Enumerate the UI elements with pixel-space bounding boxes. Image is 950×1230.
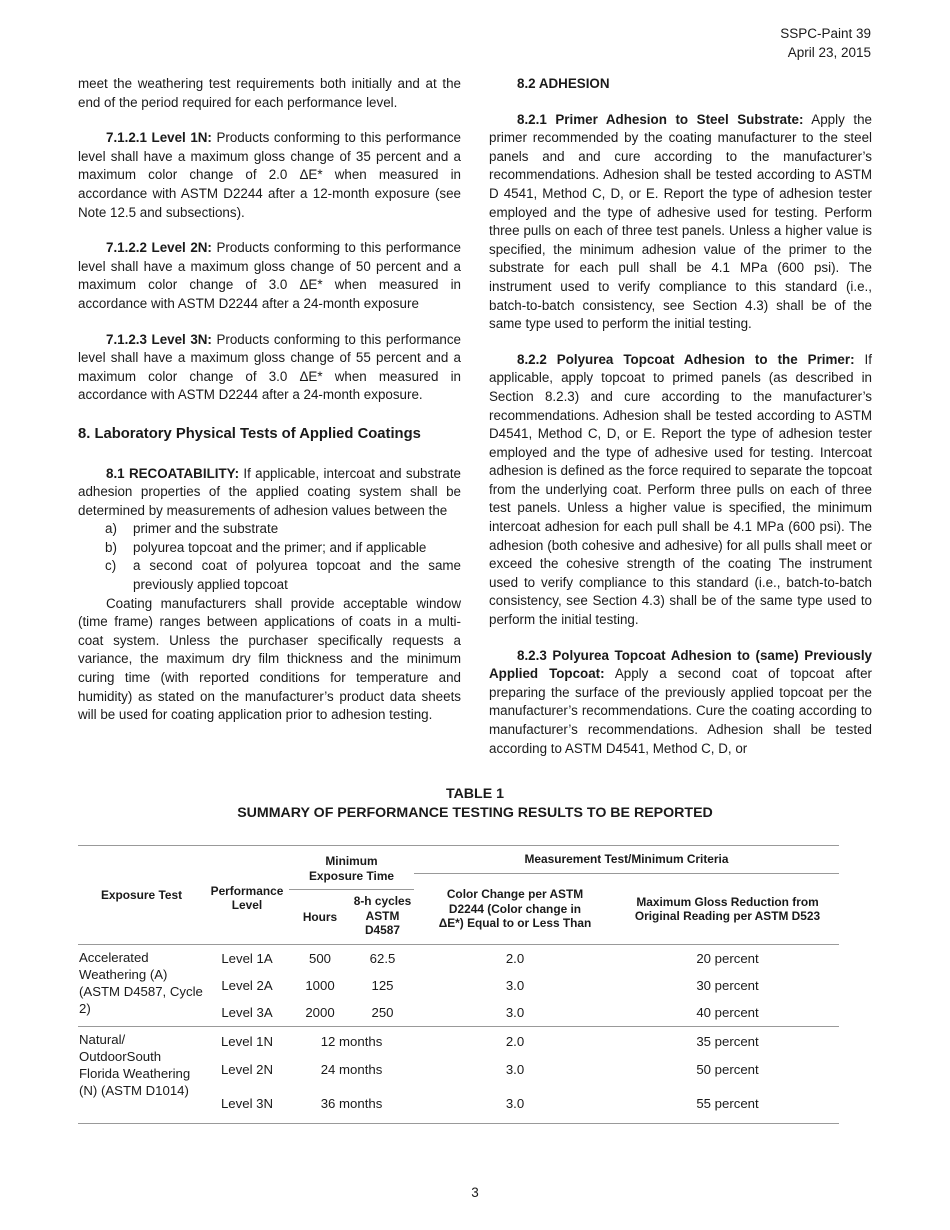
exposure-accelerated: Accelerated Weathering (A) (ASTM D4587, Cycle 2) xyxy=(79,950,203,1016)
level-2n-heading: 7.1.2.2 Level 2N: xyxy=(106,240,212,256)
list-marker: b) xyxy=(105,539,117,555)
level-3n-text: Products conforming to this performance level shall have a maximum gloss change of 55 percent and a maximum color change of 3.0 ΔE* when measured in accordance with ASTM D2244 after a 24-month exposure. xyxy=(78,331,461,403)
cell-cycles: 125 xyxy=(371,978,394,993)
recoatability-paragraph xyxy=(78,465,461,521)
page-number: 3 xyxy=(471,1185,479,1200)
level-1n-paragraph xyxy=(78,129,461,222)
cell-gloss: 20 percent xyxy=(696,951,759,966)
list-text: primer and the substrate xyxy=(133,521,279,537)
cell-hours: 1000 xyxy=(305,978,335,993)
cell-color: 2.0 xyxy=(505,1033,525,1049)
header-color-change: Color Change per ASTM D2244 (Color change in ΔE*) Equal to or Less Than xyxy=(414,874,616,945)
header-exposure-test: Exposure Test xyxy=(78,846,205,945)
document-id: SSPC-Paint 39 xyxy=(780,26,871,41)
section-823-heading: 8.2.3 Polyurea Topcoat Adhesion to (same) Previously Applied Topcoat: xyxy=(489,647,872,682)
cell-hours: 2000 xyxy=(305,1005,335,1020)
level-3n-heading: 7.1.2.3 Level 3N: xyxy=(106,331,212,347)
list-item xyxy=(78,539,461,558)
table-number: TABLE 1 xyxy=(445,786,505,802)
cell-color: 3.0 xyxy=(505,1095,525,1111)
header-gloss-reduction: Maximum Gloss Reduction from Original Reading per ASTM D523 xyxy=(616,874,839,945)
adhesion-list xyxy=(78,520,461,594)
cell-gloss: 40 percent xyxy=(696,1005,759,1020)
header-performance-level: Performance Level xyxy=(205,846,289,945)
list-text: polyurea topcoat and the primer; and if applicable xyxy=(133,539,427,555)
right-column xyxy=(489,75,872,758)
level-2n-paragraph xyxy=(78,239,461,313)
cell-level: Level 1A xyxy=(221,951,273,966)
adhesion-title xyxy=(489,75,872,94)
list-marker: c) xyxy=(105,558,117,574)
list-text: a second coat of polyurea topcoat and the same previously applied topcoat xyxy=(133,558,461,593)
adhesion-heading: 8.2 ADHESION xyxy=(517,76,610,91)
cell-gloss: 35 percent xyxy=(696,1033,759,1049)
cell-gloss: 55 percent xyxy=(696,1095,759,1111)
section-821-heading: 8.2.1 Primer Adhesion to Steel Substrate: xyxy=(517,111,804,127)
cell-gloss: 50 percent xyxy=(696,1061,759,1077)
cell-time: 12 months xyxy=(320,1033,383,1049)
cell-level: Level 3N xyxy=(220,1095,274,1111)
performance-table xyxy=(78,845,839,1124)
table-row xyxy=(78,945,839,973)
table-title: SUMMARY OF PERFORMANCE TESTING RESULTS TO BE REPORTED xyxy=(237,805,713,821)
page-header xyxy=(780,24,871,62)
cell-level: Level 3A xyxy=(221,1005,273,1020)
level-2n-text: Products conforming to this performance level shall have a maximum gloss change of 50 percent and a maximum color change of 3.0 ΔE* when measured in accordance with ASTM D2244 after a 24-month exposure xyxy=(78,240,461,311)
cell-cycles: 62.5 xyxy=(369,951,396,966)
header-hours: Hours xyxy=(302,909,338,924)
cell-level: Level 1N xyxy=(220,1033,274,1049)
section-822-paragraph xyxy=(489,351,872,630)
table-caption xyxy=(0,785,950,823)
exposure-natural: Natural/ OutdoorSouth Florida Weathering (N) (ASTM D1014) xyxy=(79,1032,191,1098)
cell-level: Level 2N xyxy=(220,1061,274,1077)
recoatability-text: If applicable, intercoat and substrate adhesion properties of the applied coating system shall be determined by measurements of adhesion values between the xyxy=(78,465,461,518)
window-paragraph: Coating manufacturers shall provide acceptable window (time frame) ranges between applications of coats in a multi-coat system. Unless the purchaser specifically requests a variance, the maximum dry film thickness and the minimum curing time (with reported conditions for temperature and humidity) as stated on the manufacturer’s product data sheets will be used for coating application prior to adhesion testing. xyxy=(78,595,461,723)
intro-paragraph: meet the weathering test requirements both initially and at the end of the period required for each performance level. xyxy=(78,76,461,110)
cell-time: 36 months xyxy=(320,1095,383,1111)
section-821-text: Apply the primer recommended by the coating manufacturer to the steel panels and and cure according to the manufacturer’s recommendations. Adhesion shall be tested according to ASTM D 4541, Method C, D, or E. Report the type of adhesion tester employed and the type of adhesive used for testing. Perform three pulls on each of three test panels. Unless a higher value is specified, the minimum adhesion value of the primer to the substrate for each pull shall be 4.1 MPa (600 psi). The instrument used to verify compliance to this standard (i.e., batch-to-batch consistency, see Section 4.3) shall be of the same type used to perform the initial testing. xyxy=(489,111,872,332)
list-marker: a) xyxy=(105,521,117,537)
cell-gloss: 30 percent xyxy=(696,978,759,993)
table-row xyxy=(78,1027,839,1056)
header-measurement: Measurement Test/Minimum Criteria xyxy=(414,846,839,874)
cell-hours: 500 xyxy=(308,951,331,966)
cell-color: 3.0 xyxy=(505,1005,525,1020)
cell-color: 3.0 xyxy=(505,978,525,993)
section-8-title: 8. Laboratory Physical Tests of Applied Coatings xyxy=(78,425,421,442)
list-item xyxy=(78,557,461,594)
document-date: April 23, 2015 xyxy=(787,45,871,60)
section-822-text: If applicable, apply topcoat to primed panels (as described in Section 8.2.3) and cure according to the manufacturer’s recommendations. Adhesion shall be tested according to ASTM D4541, Method C, D, or E. Report the type of adhesion tester employed and the type of adhesive used for testing. Intercoat adhesion is defined as the force required to separate the topcoat from the underlying coat. Perform three pulls on each of three test panels. Unless a higher value is specified, the minimum intercoat adhesion for each pull shall be 4.1 MPa (600 psi). The adhesion (both cohesive and adhesive) for all pulls shall meet or exceed the cohesive strength of the coating The instrument used to verify compliance to this standard (i.e., batch-to-batch consistency, see Section 4.3) shall be of the same type used to perform the initial testing. xyxy=(489,351,872,628)
section-822-heading: 8.2.2 Polyurea Topcoat Adhesion to the Primer: xyxy=(517,351,855,367)
cell-level: Level 2A xyxy=(221,978,273,993)
recoatability-heading: 8.1 RECOATABILITY: xyxy=(106,465,240,481)
level-3n-paragraph xyxy=(78,331,461,405)
section-823-paragraph xyxy=(489,647,872,759)
cell-cycles: 250 xyxy=(371,1005,394,1020)
header-minimum-exposure: Minimum Exposure Time xyxy=(289,846,414,890)
section-821-paragraph xyxy=(489,111,872,334)
cell-color: 3.0 xyxy=(505,1061,525,1077)
list-item xyxy=(78,520,461,539)
cell-color: 2.0 xyxy=(505,951,525,966)
section-823-text: Apply a second coat of topcoat after preparing the surface of the previously applied topcoat per the manufacturer’s recommendations. Cure the coating according to manufacturer’s recommendations. Adhesion shall be tested according to ASTM D4541, Method C, D, or xyxy=(489,666,872,756)
level-1n-text: Products conforming to this performance level shall have a maximum gloss change of 35 percent and a maximum color change of 2.0 ΔE* when measured in accordance with ASTM D2244 after a 12-month exposure (see Note 12.5 and subsections). xyxy=(78,130,461,220)
level-1n-heading: 7.1.2.1 Level 1N: xyxy=(106,130,212,146)
left-column xyxy=(78,75,461,725)
header-cycles: 8-h cycles ASTM D4587 xyxy=(353,894,412,937)
cell-time: 24 months xyxy=(320,1061,383,1077)
